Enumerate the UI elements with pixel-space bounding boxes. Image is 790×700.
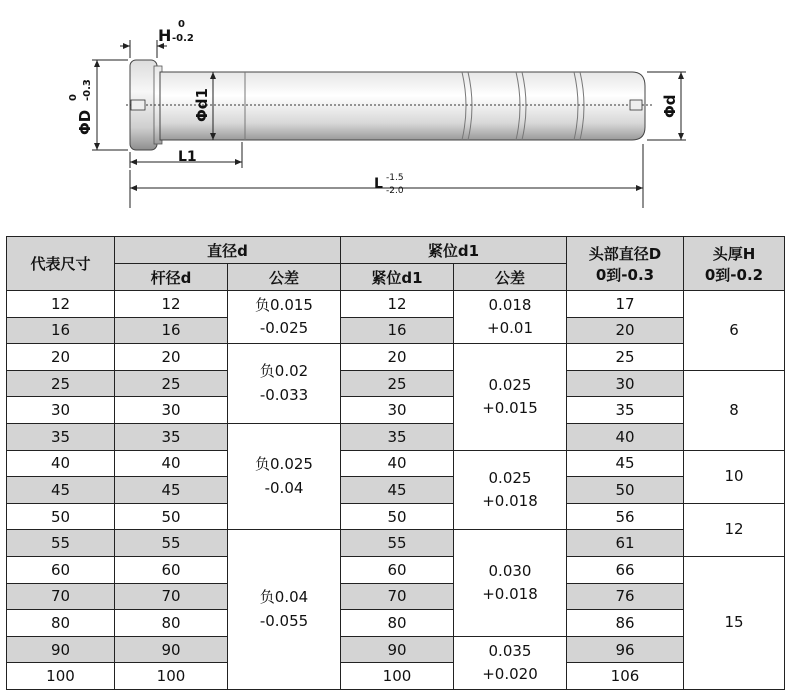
tol-line: 负0.02 <box>259 362 309 381</box>
cell-size: 45 <box>7 477 115 504</box>
table-row <box>7 370 785 397</box>
cell-head-thickness: 6 <box>684 291 785 371</box>
cell-head-dia: 66 <box>567 556 684 583</box>
cell-head-dia: 20 <box>567 317 684 344</box>
table-row <box>7 663 785 690</box>
cell-locating-dia: 12 <box>341 291 454 318</box>
cell-shank-tol <box>228 423 341 529</box>
cell-head-dia: 25 <box>567 344 684 371</box>
header-head-thickness-line2: 0到-0.2 <box>704 265 764 284</box>
tol-line: +0.018 <box>482 491 538 510</box>
cell-shank-dia: 50 <box>115 503 228 530</box>
cell-size: 80 <box>7 610 115 637</box>
tol-line: 负0.025 <box>255 455 313 474</box>
tol-line: 0.035 <box>488 641 532 660</box>
tol-line: +0.01 <box>487 319 533 338</box>
cell-size: 30 <box>7 397 115 424</box>
tol-line: -0.025 <box>259 319 309 338</box>
cell-head-dia: 61 <box>567 530 684 557</box>
cell-head-dia: 45 <box>567 450 684 477</box>
cell-locating-dia: 16 <box>341 317 454 344</box>
cell-locating-dia: 25 <box>341 370 454 397</box>
cell-locating-dia: 70 <box>341 583 454 610</box>
table-row <box>7 583 785 610</box>
head-thickness-upper-tol: 0 <box>178 19 185 30</box>
cell-shank-dia: 12 <box>115 291 228 318</box>
cell-shank-dia: 70 <box>115 583 228 610</box>
header-head-thickness-line1: 头厚H <box>712 244 756 263</box>
locating-length-symbol: L1 <box>178 149 197 165</box>
cell-shank-dia: 25 <box>115 370 228 397</box>
tol-line: 0.018 <box>488 295 532 314</box>
table-row <box>7 397 785 424</box>
cell-size: 12 <box>7 291 115 318</box>
header-head-thickness <box>684 237 785 291</box>
cell-shank-dia: 16 <box>115 317 228 344</box>
cell-size: 40 <box>7 450 115 477</box>
header-shank-dia: 杆径d <box>115 264 228 291</box>
cell-head-dia: 86 <box>567 610 684 637</box>
tol-line: 0.025 <box>488 375 532 394</box>
cell-head-dia: 35 <box>567 397 684 424</box>
tol-line: +0.015 <box>482 398 538 417</box>
cell-size: 60 <box>7 556 115 583</box>
tol-line: -0.055 <box>259 611 309 630</box>
cell-size: 100 <box>7 663 115 690</box>
cell-head-dia: 56 <box>567 503 684 530</box>
cell-shank-dia: 60 <box>115 556 228 583</box>
cell-locating-dia: 90 <box>341 636 454 663</box>
cell-locating-dia: 50 <box>341 503 454 530</box>
cell-locating-dia: 100 <box>341 663 454 690</box>
cell-locating-dia: 55 <box>341 530 454 557</box>
head-thickness-lower-tol: -0.2 <box>172 33 194 44</box>
total-length-symbol: L <box>374 176 383 192</box>
header-locating-group: 紧位d1 <box>341 237 567 264</box>
cell-locating-tol <box>454 291 567 344</box>
header-head-diameter <box>567 237 684 291</box>
cell-size: 50 <box>7 503 115 530</box>
cell-locating-dia: 30 <box>341 397 454 424</box>
tol-line: -0.033 <box>259 385 309 404</box>
cell-shank-dia: 35 <box>115 423 228 450</box>
table-row <box>7 423 785 450</box>
cell-head-dia: 17 <box>567 291 684 318</box>
tol-line: 0.030 <box>488 561 532 580</box>
cell-locating-dia: 80 <box>341 610 454 637</box>
cell-shank-dia: 55 <box>115 530 228 557</box>
head-diameter-lower-tol: -0.3 <box>82 79 93 101</box>
cell-shank-dia: 90 <box>115 636 228 663</box>
tol-line: +0.018 <box>482 585 538 604</box>
table-row <box>7 477 785 504</box>
cell-shank-tol <box>228 530 341 690</box>
head-diameter-upper-tol: 0 <box>68 94 79 101</box>
cell-locating-tol <box>454 450 567 530</box>
tol-line: -0.04 <box>264 478 304 497</box>
table-row <box>7 291 785 318</box>
table-row <box>7 610 785 637</box>
header-locating-dia: 紧位d1 <box>341 264 454 291</box>
cell-size: 90 <box>7 636 115 663</box>
pin-body <box>160 72 645 140</box>
cell-locating-dia: 20 <box>341 344 454 371</box>
cell-locating-dia: 35 <box>341 423 454 450</box>
tol-line: 负0.04 <box>259 588 309 607</box>
head-thickness-symbol: H <box>158 26 172 45</box>
cell-locating-tol <box>454 344 567 450</box>
header-locating-tol: 公差 <box>454 264 567 291</box>
cell-size: 16 <box>7 317 115 344</box>
cell-shank-dia: 30 <box>115 397 228 424</box>
cell-head-dia: 106 <box>567 663 684 690</box>
cell-head-dia: 40 <box>567 423 684 450</box>
total-length-upper-tol: -1.5 <box>386 173 404 183</box>
tol-line: +0.020 <box>482 664 538 683</box>
header-head-diameter-line1: 头部直径D <box>588 244 662 263</box>
cell-size: 25 <box>7 370 115 397</box>
cell-size: 35 <box>7 423 115 450</box>
cell-shank-tol <box>228 344 341 424</box>
cell-head-thickness: 8 <box>684 370 785 450</box>
cell-head-thickness: 15 <box>684 556 785 689</box>
cell-head-dia: 76 <box>567 583 684 610</box>
guide-pin-drawing <box>0 0 790 230</box>
header-head-diameter-line2: 0到-0.3 <box>595 265 655 284</box>
spec-table <box>6 236 785 690</box>
cell-size: 20 <box>7 344 115 371</box>
header-diameter-group: 直径d <box>115 237 341 264</box>
cell-shank-dia: 80 <box>115 610 228 637</box>
table-row <box>7 344 785 371</box>
cell-size: 55 <box>7 530 115 557</box>
header-size-code: 代表尺寸 <box>7 237 115 291</box>
cell-locating-tol <box>454 530 567 636</box>
cell-head-thickness: 12 <box>684 503 785 556</box>
cell-shank-dia: 40 <box>115 450 228 477</box>
header-shank-tol: 公差 <box>228 264 341 291</box>
cell-head-dia: 50 <box>567 477 684 504</box>
cell-shank-dia: 100 <box>115 663 228 690</box>
table-row <box>7 450 785 477</box>
cell-locating-tol <box>454 636 567 689</box>
cell-shank-tol <box>228 291 341 344</box>
cell-shank-dia: 45 <box>115 477 228 504</box>
table-row <box>7 636 785 663</box>
locating-diameter-symbol: Φd1 <box>193 88 211 122</box>
table-row <box>7 530 785 557</box>
shank-diameter-symbol: Φd <box>661 94 679 118</box>
cell-head-thickness: 10 <box>684 450 785 503</box>
cell-head-dia: 96 <box>567 636 684 663</box>
cell-locating-dia: 60 <box>341 556 454 583</box>
head-diameter-symbol: ΦD <box>76 109 94 135</box>
table-row <box>7 317 785 344</box>
tol-line: 负0.015 <box>255 295 313 314</box>
table-row <box>7 503 785 530</box>
cell-locating-dia: 45 <box>341 477 454 504</box>
cell-head-dia: 30 <box>567 370 684 397</box>
cell-size: 70 <box>7 583 115 610</box>
table-row <box>7 556 785 583</box>
tol-line: 0.025 <box>488 468 532 487</box>
total-length-lower-tol: -2.0 <box>386 186 404 196</box>
cell-shank-dia: 20 <box>115 344 228 371</box>
cell-locating-dia: 40 <box>341 450 454 477</box>
